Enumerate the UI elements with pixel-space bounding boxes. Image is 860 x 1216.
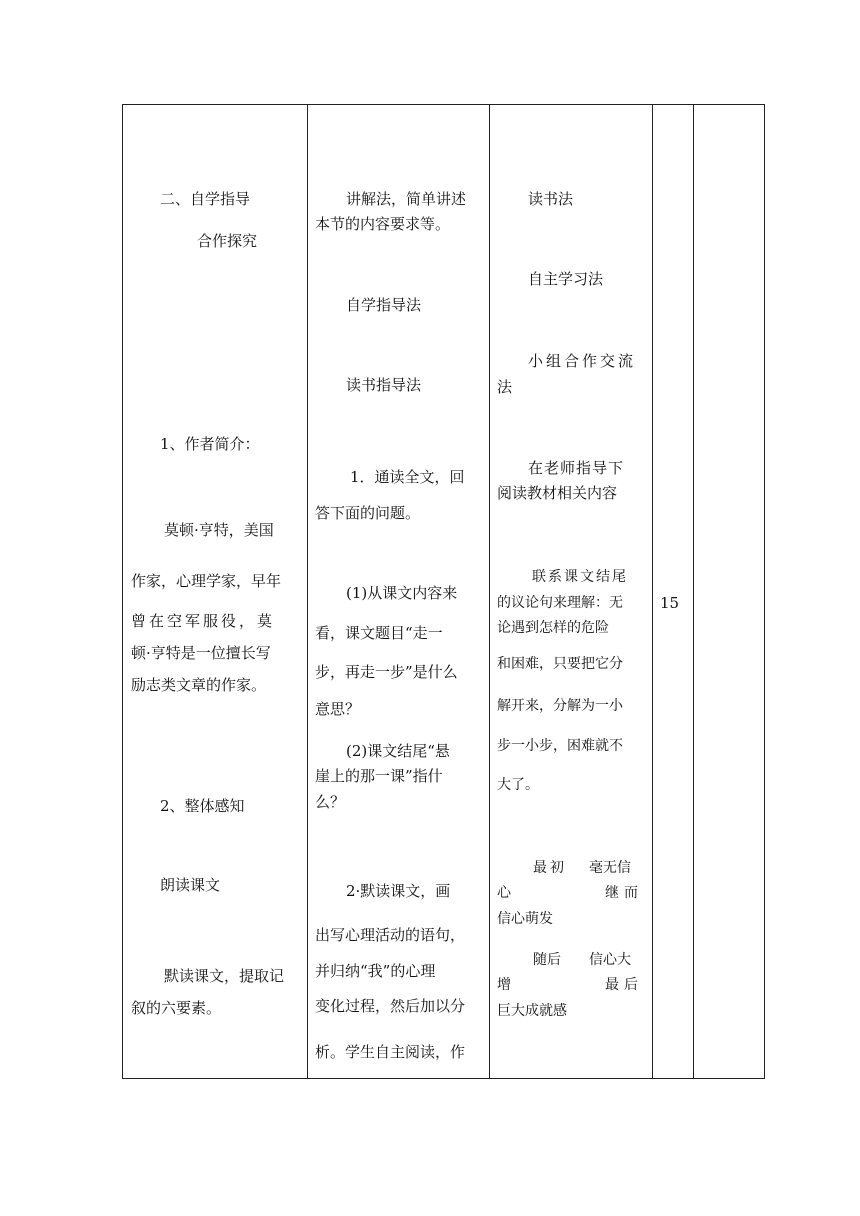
- guided-reading-text: 阅读教材相关内容: [497, 484, 618, 502]
- reading-method: 读书法: [528, 190, 574, 208]
- column-divider: [489, 105, 490, 1078]
- time-minutes: 15: [660, 594, 680, 612]
- answer-text: 步一小步，困难就不: [497, 738, 623, 754]
- author-intro-text: 作家，心理学家，早年: [131, 572, 282, 590]
- author-intro-title: 1、作者简介：: [160, 435, 260, 453]
- question-2-text: 2·默读课文，画: [346, 882, 451, 900]
- section-heading: 二、自学指导: [160, 190, 251, 208]
- lecture-method-text: 讲解法，简单讲述: [346, 190, 467, 208]
- self-study-method: 自学指导法: [346, 296, 422, 314]
- mood-change-text: 信心大: [589, 952, 631, 968]
- answer-text: 解开来，分解为一小: [497, 698, 623, 714]
- read-aloud-text: 朗读课文: [160, 876, 221, 894]
- reading-guide-method: 读书指导法: [346, 376, 422, 394]
- answer-text: 论遇到怎样的危险: [497, 620, 609, 636]
- group-method-text: 法: [497, 378, 513, 396]
- question-1b-text: 崖上的那一课”指什: [315, 767, 443, 785]
- mood-change-text: 信心萌发: [497, 911, 553, 927]
- answer-text: 的议论句来理解：无: [497, 595, 623, 611]
- column-divider: [652, 105, 653, 1078]
- question-1b-text: 么？: [315, 793, 346, 811]
- group-method-text: 小组合作交流: [528, 352, 637, 370]
- answer-text: 和困难，只要把它分: [497, 656, 623, 672]
- mood-change-text: 继而: [605, 885, 643, 901]
- independent-study-method: 自主学习法: [528, 270, 604, 288]
- author-intro-text: 莫顿·亨特，美国: [164, 521, 274, 539]
- question-1-text: 1．通读全文，回: [350, 468, 465, 486]
- question-1a-text: 看，课文题目“走一: [315, 624, 443, 642]
- silent-reading-text: 叙的六要素。: [131, 999, 222, 1017]
- author-intro-text: 励志类文章的作家。: [131, 676, 267, 694]
- lecture-method-text: 本节的内容要求等。: [315, 215, 451, 233]
- question-1-text: 答下面的问题。: [315, 504, 421, 522]
- author-intro-text: 顿·亨特是一位擅长写: [131, 644, 271, 662]
- mood-change-text: 巨大成就感: [497, 1003, 567, 1019]
- mood-change-text: 最后: [605, 977, 643, 993]
- column-divider: [693, 105, 694, 1078]
- mood-change-text: 心: [497, 885, 511, 901]
- author-intro-text: 曾在空军服役，莫: [131, 612, 276, 630]
- perception-title: 2、整体感知: [160, 797, 245, 815]
- mood-change-text: 增: [497, 977, 511, 993]
- guided-reading-text: 在老师指导下: [528, 459, 625, 477]
- question-2-text: 析。学生自主阅读，作: [315, 1043, 466, 1061]
- question-2-text: 变化过程，然后加以分: [315, 997, 466, 1015]
- column-divider: [307, 105, 308, 1078]
- answer-text: 联系课文结尾: [532, 569, 628, 585]
- question-1a-text: 步，再走一步”是什么: [315, 663, 458, 681]
- question-1a-text: 意思？: [315, 700, 361, 718]
- question-1a-text: (1)从课文内容来: [346, 584, 458, 602]
- answer-text: 大了。: [497, 777, 539, 793]
- question-1b-text: (2)课文结尾“悬: [346, 742, 450, 760]
- mood-change-text: 毫无信: [589, 860, 631, 876]
- mood-change-text: 随后: [533, 952, 561, 968]
- mood-change-text: 最初: [533, 860, 567, 876]
- silent-reading-text: 默读课文，提取记: [164, 967, 285, 985]
- section-subheading: 合作探究: [197, 232, 258, 250]
- question-2-text: 出写心理活动的语句，: [315, 926, 466, 944]
- question-2-text: 并归纳“我”的心理: [315, 962, 436, 980]
